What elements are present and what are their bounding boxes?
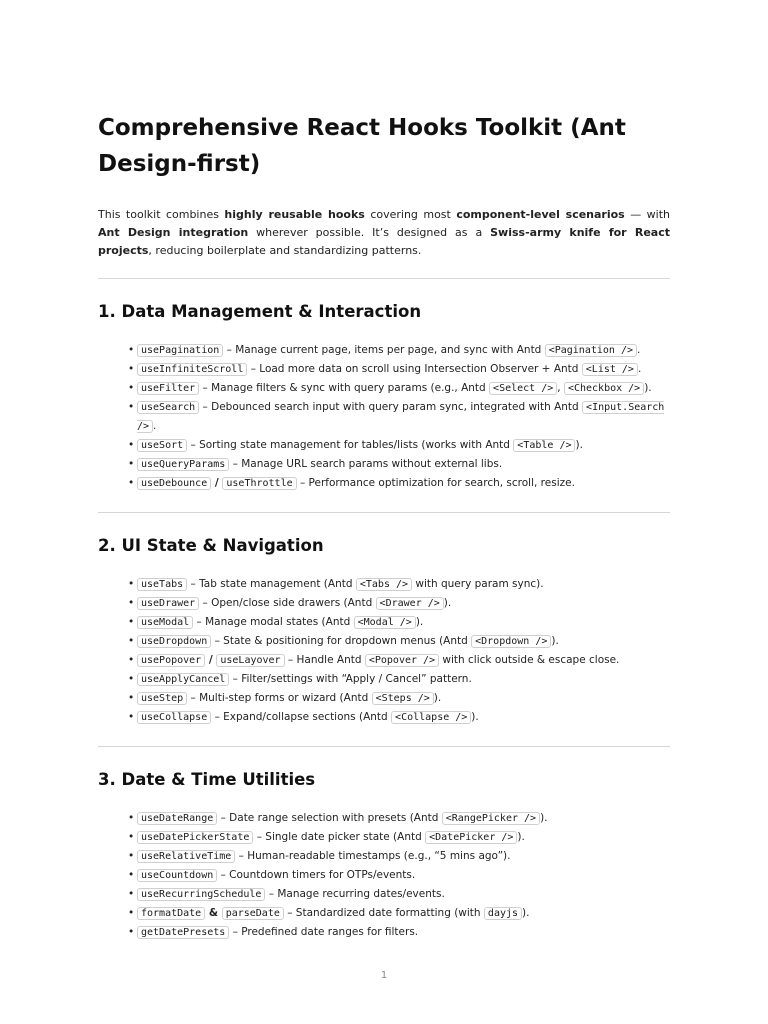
list-item (128, 455, 670, 474)
code-token: formatDate (137, 907, 205, 920)
code-token: <Tabs /> (356, 578, 412, 591)
code-token: useApplyCancel (137, 673, 229, 686)
item-text: ). (517, 831, 525, 843)
item-text: with query param sync). (412, 578, 544, 590)
code-token: <Popover /> (365, 654, 439, 667)
hook-list (98, 341, 670, 493)
item-text: – Handle Antd (284, 654, 365, 666)
item-text: – Manage current page, items per page, and sync with Antd (223, 344, 545, 356)
list-item (128, 866, 670, 885)
hook-list (98, 575, 670, 727)
list-item (128, 341, 670, 360)
list-item (128, 398, 670, 436)
code-token: useQueryParams (137, 458, 229, 471)
intro-bold: highly reusable hooks (224, 208, 365, 221)
page-number: 1 (380, 970, 388, 981)
intro-text: , reducing boilerplate and standardizing patterns. (148, 244, 422, 257)
intro-bold: Swiss-army knife for React projects (98, 226, 670, 257)
item-text: – Date range selection with presets (Antd (217, 812, 442, 824)
item-text: – State & positioning for dropdown menus (Antd (211, 635, 472, 647)
list-item (128, 828, 670, 847)
code-token: <Steps /> (372, 692, 434, 705)
code-token: useCountdown (137, 869, 217, 882)
item-text: – Open/close side drawers (Antd (199, 597, 376, 609)
document-page (98, 110, 670, 961)
item-text: ). (415, 616, 424, 628)
list-item (128, 379, 670, 398)
code-token: usePagination (137, 344, 223, 357)
sections-container (98, 278, 670, 942)
code-token: useDatePickerState (137, 831, 253, 844)
item-text: – Manage filters & sync with query params (e.g., Antd (199, 382, 490, 394)
item-text: – Filter/settings with “Apply / Cancel” pattern. (229, 673, 472, 685)
list-item (128, 923, 670, 942)
code-token: useSort (137, 439, 187, 452)
item-text: . (637, 344, 641, 356)
intro-paragraph (98, 206, 670, 260)
list-item (128, 632, 670, 651)
item-text: . (637, 363, 642, 375)
separator: & (205, 907, 222, 919)
list-item (128, 847, 670, 866)
item-text: – Expand/collapse sections (Antd (211, 711, 392, 723)
list-item (128, 575, 670, 594)
item-text: ). (540, 812, 548, 824)
code-token: useFilter (137, 382, 199, 395)
item-text: – Human-readable timestamps (e.g., “5 mins ago”). (235, 850, 511, 862)
item-text: – Countdown timers for OTPs/events. (217, 869, 416, 881)
item-text: – Standardized date formatting (with (283, 907, 484, 919)
code-token: useModal (137, 616, 193, 629)
item-text: ). (551, 635, 559, 647)
item-text: ). (644, 382, 652, 394)
intro-text: covering most (364, 208, 457, 221)
section-heading: 3. Date & Time Utilities (98, 770, 316, 789)
code-token: useRecurringSchedule (137, 888, 265, 901)
code-token: <Drawer /> (376, 597, 444, 610)
item-text: , (557, 382, 564, 394)
section-divider (98, 512, 670, 513)
code-token: <Collapse /> (391, 711, 471, 724)
list-item (128, 904, 670, 923)
section-heading: 2. UI State & Navigation (98, 536, 324, 555)
code-token: parseDate (222, 907, 284, 920)
section-divider (98, 278, 670, 279)
list-item (128, 885, 670, 904)
list-item (128, 670, 670, 689)
item-text: ). (471, 711, 479, 723)
list-item (128, 436, 670, 455)
list-item (128, 809, 670, 828)
hook-list (98, 809, 670, 942)
code-token: useInfiniteScroll (137, 363, 247, 376)
item-text: – Sorting state management for tables/lists (works with Antd (187, 439, 514, 451)
item-text: ). (443, 597, 452, 609)
code-token: <RangePicker /> (442, 812, 540, 825)
item-text: – Manage modal states (Antd (193, 616, 354, 628)
separator: / (211, 477, 223, 489)
item-text: ). (522, 907, 530, 919)
code-token: useThrottle (222, 477, 296, 490)
code-token: <List /> (582, 363, 638, 376)
code-token: <Dropdown /> (471, 635, 551, 648)
item-text: ). (433, 692, 442, 704)
code-token: useDebounce (137, 477, 211, 490)
item-text: with click outside & escape close. (439, 654, 620, 666)
intro-text: This toolkit combines (98, 208, 225, 221)
code-token: useStep (137, 692, 187, 705)
section-divider (98, 746, 670, 747)
code-token: <Checkbox /> (564, 382, 644, 395)
code-token: useCollapse (137, 711, 211, 724)
item-text: – Debounced search input with query param sync, integrated with Antd (199, 401, 583, 413)
item-text: – Performance optimization for search, scroll, resize. (296, 477, 575, 489)
code-token: useLayover (216, 654, 284, 667)
item-text: – Manage URL search params without external libs. (229, 458, 503, 470)
intro-text: wherever possible. It’s designed as a (248, 226, 491, 239)
item-text: – Multi-step forms or wizard (Antd (187, 692, 372, 704)
list-item (128, 613, 670, 632)
item-text: – Tab state management (Antd (187, 578, 356, 590)
code-token: <DatePicker /> (425, 831, 517, 844)
intro-bold: Ant Design integration (98, 226, 249, 239)
code-token: useDateRange (137, 812, 217, 825)
code-token: <Table /> (513, 439, 575, 452)
item-text: . (153, 420, 157, 432)
code-token: useTabs (137, 578, 187, 591)
intro-text: — with (624, 208, 670, 221)
code-token: <Modal /> (354, 616, 416, 629)
item-text: – Predefined date ranges for filters. (229, 926, 419, 938)
list-item (128, 360, 670, 379)
code-token: getDatePresets (137, 926, 229, 939)
intro-bold: component-level scenarios (456, 208, 625, 221)
list-item (128, 708, 670, 727)
list-item (128, 474, 670, 493)
code-token: useSearch (137, 401, 199, 414)
separator: / (205, 654, 217, 666)
code-token: <Select /> (489, 382, 557, 395)
code-token: useDrawer (137, 597, 199, 610)
item-text: – Manage recurring dates/events. (265, 888, 445, 900)
code-token: useDropdown (137, 635, 211, 648)
code-token: <Input.Search /> (137, 402, 665, 432)
code-token: useRelativeTime (137, 850, 235, 863)
list-item (128, 594, 670, 613)
item-text: – Single date picker state (Antd (253, 831, 426, 843)
list-item (128, 651, 670, 670)
item-text: – Load more data on scroll using Intersection Observer + Antd (247, 363, 582, 375)
code-token: dayjs (484, 907, 522, 920)
list-item (128, 689, 670, 708)
code-token: <Pagination /> (545, 344, 637, 357)
code-token: usePopover (137, 654, 205, 667)
item-text: ). (575, 439, 583, 451)
section-heading: 1. Data Management & Interaction (98, 302, 422, 321)
page-title: Comprehensive React Hooks Toolkit (Ant Design-first) (98, 115, 626, 177)
